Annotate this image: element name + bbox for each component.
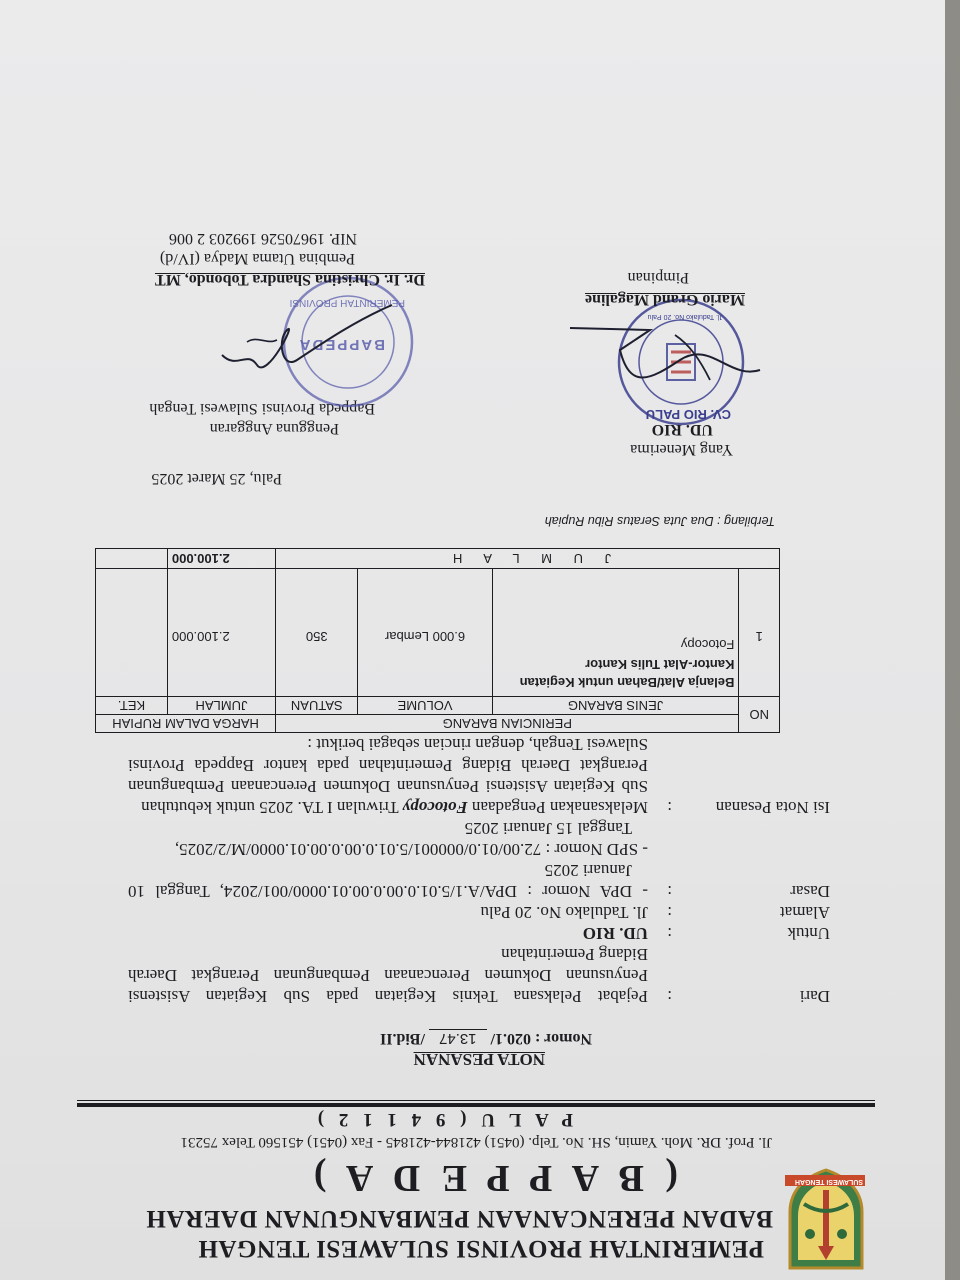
agency-stamp-center: BAPPEDA <box>297 336 385 353</box>
dari-line-1: Pejabat Pelaksana Teknis Kegiatan pada Sub Kegiatan Asistensi <box>128 987 648 1006</box>
col-volume-header: VOLUME <box>358 697 492 715</box>
table-header-row-1 <box>96 715 780 733</box>
row-volume: 6.000 Lembar <box>358 569 492 697</box>
company-stamp-text: CV. RIO PALU <box>645 407 731 422</box>
receiver-name: Mario Grand Magaline <box>585 291 745 308</box>
isi-label: Isi Nota Pesanan <box>715 798 830 817</box>
dasar-colon: : <box>667 882 672 901</box>
user-role: Pengguna Anggaran <box>209 420 339 437</box>
receiver-title: Pimpinan <box>627 269 689 286</box>
table-total-row <box>96 549 780 569</box>
user-organization: Bappeda Provinsi Sulawesi Tengah <box>149 400 375 417</box>
row-jumlah: 2.100.000 <box>167 569 275 697</box>
agency-stamp-text: PEMERINTAH PROVINSI <box>289 297 405 308</box>
alamat-label: Alamat <box>779 903 830 922</box>
user-signature <box>177 290 397 400</box>
document-number <box>380 1029 592 1047</box>
agency-city: P A L U ( 9 4 1 1 2 ) <box>312 1109 573 1130</box>
untuk-value: UD. RIO <box>582 924 648 943</box>
untuk-colon: : <box>667 924 672 943</box>
total-label: J U M L A H <box>276 549 780 569</box>
row-satuan: 350 <box>276 569 358 697</box>
table-row <box>96 569 780 697</box>
dasar-label: Dasar <box>790 882 830 901</box>
amount-in-words: Terbilang : Dua Juta Seratus Ribu Rupiah <box>544 514 775 528</box>
receiver-role: Yang Menerima <box>630 441 733 458</box>
number-handwritten: 13.47 <box>429 1029 487 1047</box>
agency-address: Jl. Prof. DR. Moh. Yamin, SH. No. Telp. (0451) 421844-421845 - Fax (0451) 451560 Telex 75231 <box>180 1134 772 1150</box>
number-prefix: Nomor : 020.1/ <box>490 1030 592 1047</box>
table-header-row-2 <box>96 697 780 715</box>
row-ket <box>96 569 168 697</box>
place-date: Palu, 25 Maret 2025 <box>151 470 282 487</box>
isi-colon: : <box>667 798 672 817</box>
item-name: Fotocopy <box>680 637 735 652</box>
col-jumlah-header: JUMLAH <box>167 697 275 715</box>
alamat-colon: : <box>667 903 672 922</box>
dari-line-3: Bidang Pemerintahan <box>501 945 648 964</box>
total-ket <box>96 549 168 569</box>
isi-line-1 <box>128 797 648 818</box>
isi-line-2: Sub Kegiatan Asistensi Penyusunan Dokumen Perencanaan Pembangunan <box>128 777 648 796</box>
dasar-line-3: - SPD Nomor : 72.00/01.0/000001/5.01.0.00.0.00.01.0000/M/2/2025, <box>174 840 648 859</box>
agency-name: BADAN PERENCANAAN PEMBANGUNAN DAERAH <box>145 1205 773 1232</box>
col-ket-header: KET. <box>96 697 168 715</box>
agency-abbreviation: ( B A P P E D A ) <box>307 1157 678 1199</box>
user-rank: Pembina Utama Madya (IV/d) <box>159 250 355 267</box>
receiver-company: UD. RIO <box>651 421 713 438</box>
logo-caption: SULAWESI TENGAH <box>794 1178 863 1185</box>
col-jenis-header: JENIS BARANG <box>492 697 739 715</box>
untuk-label: Untuk <box>787 924 830 943</box>
receiver-signature <box>550 310 770 400</box>
dasar-line-2: Januari 2025 <box>544 861 632 880</box>
row-no: 1 <box>739 569 780 697</box>
government-name: PEMERINTAH PROVINSI SULAWESI TENGAH <box>198 1235 764 1262</box>
isi-line-1-a: Melaksanakan Pengadaan <box>467 798 648 817</box>
perincian-header: PERINCIAN BARANG <box>276 715 739 733</box>
alamat-value: Jl. Tadulako No. 20 Palu <box>480 903 648 922</box>
isi-line-3: Perangkat Daerah Bidang Pemerintahan pada kantor Bappeda Provinsi <box>128 756 648 775</box>
dari-label: Dari <box>799 987 830 1006</box>
group-title-1: Belanja Alat/Bahan untuk Kegiatan <box>519 675 735 690</box>
dari-colon: : <box>667 987 672 1006</box>
user-name: Dr. Ir. Christina Shandra Tobondo, MT <box>154 271 425 288</box>
total-value: 2.100.000 <box>167 549 275 569</box>
harga-header: HARGA DALAM RUPIAH <box>96 715 276 733</box>
col-satuan-header: SATUAN <box>276 697 358 715</box>
isi-line-4: Sulawesi Tengah, dengan rincian sebagai berikut : <box>307 735 648 754</box>
dasar-line-4: Tanggal 15 Januari 2025 <box>464 819 632 838</box>
letterhead-rule-thick <box>77 1103 875 1107</box>
row-jenis <box>492 569 739 697</box>
company-stamp-address: Jl. Tadulako No. 20 Palu <box>647 313 723 320</box>
isi-line-1-c: Triwulan I TA. 2025 untuk kebutuhan <box>141 798 403 817</box>
user-nip: NIP. 19670526 199203 2 006 <box>168 230 357 247</box>
letterhead-rule-thin <box>77 1100 875 1101</box>
document-title: NOTA PESANAN <box>413 1050 545 1069</box>
col-no-header: NO <box>739 697 780 733</box>
items-table <box>95 548 780 733</box>
group-title-2: Kantor-Alat Tulis Kantor <box>585 657 735 672</box>
dari-line-2: Penyusunan Dokumen Perencanaan Pembangunan Perangkat Daerah <box>128 966 648 985</box>
isi-line-1-item: Fotocopy <box>402 798 468 817</box>
number-suffix: /Bid.II <box>380 1030 425 1047</box>
dasar-line-1: - DPA Nomor : DPA/A.1/5.01.0.00.0.00.01.0000/001/2024, Tanggal 10 <box>128 882 648 901</box>
